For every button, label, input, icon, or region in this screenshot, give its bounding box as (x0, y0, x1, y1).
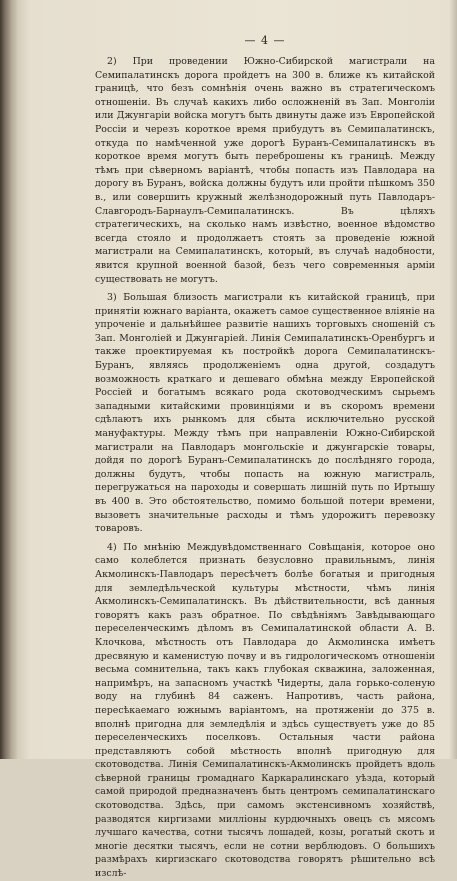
paragraph-4: 4) По мнѣнію Междувѣдомственнаго Совѣщанія, которое оно само колеблется признать безусловно правильнымъ, линія Акмолинскъ-Павлодаръ пересѣчетъ болѣе богатыя и пригодныя для земледѣльческой культуры мѣстности, чѣмъ линія Акмолинскъ-Семипалатинскъ. Въ дѣйствительности, всѣ данныя говорятъ какъ разъ обратное. По свѣдѣніямъ Завѣдывающаго переселенческимъ дѣломъ въ Семипалатинской области А. В. Клочкова, мѣстность отъ Павлодара до Акмолинска имѣетъ дресвяную и каменистую почву и въ гидрологическомъ отношеніи весьма сомнительна, такъ какъ глубокая скважина, заложенная, напримѣръ, на запасномъ участкѣ Чидерты, дала горько-соленую воду на глубинѣ 84 саженъ. Напротивъ, часть района, пересѣкаемаго южнымъ варіантомъ, на протяженіи до 375 в. вполнѣ пригодна для земледѣлія и здѣсь существуетъ уже до 85 переселенческихъ поселковъ. Остальныя части района представляютъ собой мѣстность вполнѣ пригодную для скотоводства. Линія Семипалатинскъ-Акмолинскъ пройдетъ вдоль сѣверной границы громаднаго Каркаралинскаго уѣзда, который самой природой предназначенъ быть центромъ семипалатинскаго скотоводства. Здѣсь, при самомъ экстенсивномъ хозяйствѣ, разводятся киргизами милліоны курдючныхъ овецъ съ мясомъ лучшаго качества, сотни тысячъ лошадей, козы, рогатый скотъ и многіе десятки тысячъ, если не сотни верблюдовъ. О большихъ размѣрахъ киргизскаго скотоводства говорятъ рѣшительно всѣ изслѣ- (95, 541, 435, 880)
book-binding (0, 0, 18, 759)
page-edge-shadow (449, 0, 457, 759)
paragraph-3: 3) Большая близость магистрали къ китайской границѣ, при принятіи южнаго варіанта, окажетъ самое существенное вліяніе на упроченіе и дальнѣйшее развитіе нашихъ торговыхъ сношеній съ Зап. Монголіей и Джунгаріей. Линія Семипалатинскъ-Оренбургъ и также проектируемая къ постройкѣ дорога Семипалатинскъ-Буранъ, являясь продолженіемъ одна другой, создадутъ возможность краткаго и дешеваго обмѣна между Европейской Россіей и богатымъ всякаго рода скотоводческимъ сырьемъ западными китайскими провинціями и въ скоромъ времени сдѣлаютъ ихъ рынкомъ для сбыта исключительно русской мануфактуры. Между тѣмъ при направленіи Южно-Сибирской магистрали на Павлодаръ монгольскіе и джунгарскіе товары, дойдя по дорогѣ Буранъ-Семипалатинскъ до послѣдняго города, должны будутъ, чтобы попасть на южную магистраль, перегружаться на пароходы и совершать лишній путь по Иртышу въ 400 в. Это обстоятельство, помимо большой потери времени, вызоветъ значительные расходы и тѣмъ удорожитъ перевозку товаровъ. (95, 292, 435, 535)
paragraph-2: 2) При проведении Южно-Сибирской магистрали на Семипалатинскъ дорога пройдетъ на 300 в. ближе къ китайской границѣ, что безъ сомнѣнія очень важно въ стратегическомъ отношеніи. Въ случаѣ какихъ либо осложненій въ Зап. Монголіи или Джунгаріи войска могутъ быть двинуты даже изъ Европейской Россіи и черезъ короткое время прибудутъ въ Семипалатинскъ, откуда по намѣченной уже дорогѣ Буранъ-Семипалатинскъ въ короткое время могутъ быть переброшены къ границѣ. Между тѣмъ при сѣверномъ варіантѣ, чтобы попасть изъ Павлодара на дорогу въ Буранъ, войска должны будутъ или пройти пѣшкомъ 350 в., или совершить кружный желѣзнодорожный путь Павлодаръ-Славгородъ-Барнаулъ-Семипалатинскъ. Въ цѣляхъ стратегическихъ, на сколько намъ извѣстно, военное вѣдомство всегда стояло и продолжаетъ стоять за проведеніе южной магистрали на Семипалатинскъ, который, въ случаѣ надобности, явится крупной военной базой, безъ чего современныя арміи существовать не могутъ. (95, 56, 435, 285)
page-body (95, 34, 435, 880)
page-number: — 4 — (244, 34, 286, 47)
